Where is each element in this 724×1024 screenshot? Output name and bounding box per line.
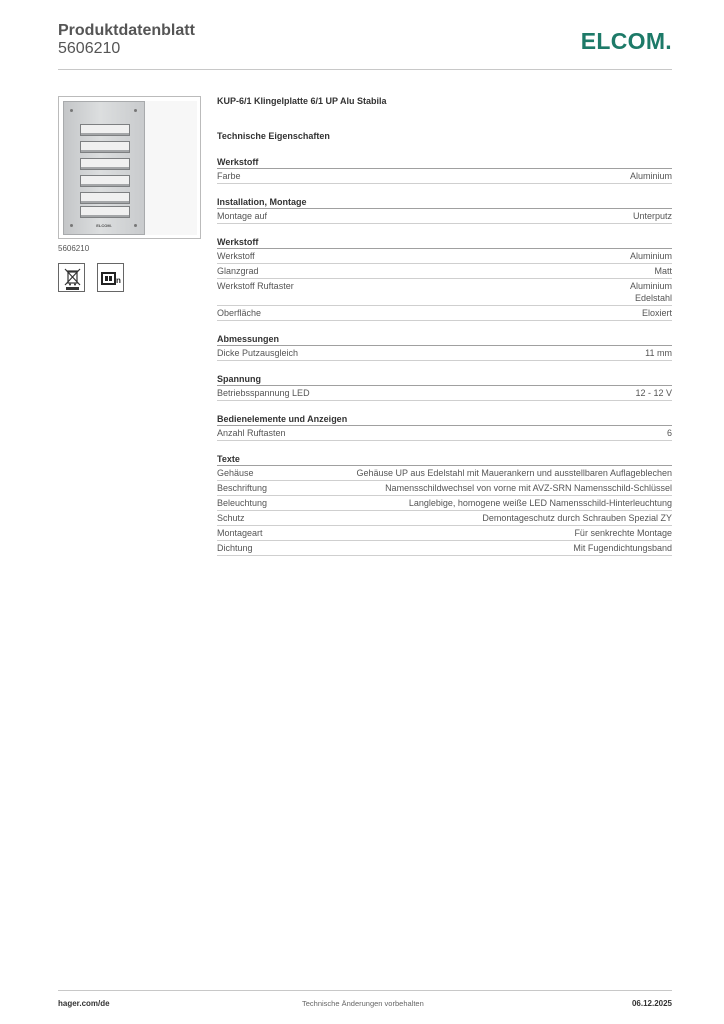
property-label: Oberfläche (217, 308, 262, 318)
property-group (217, 157, 672, 184)
property-group (217, 237, 672, 321)
property-row (217, 426, 672, 441)
property-label: Betriebsspannung LED (217, 388, 310, 398)
property-value: 6 (666, 428, 672, 438)
property-row (217, 264, 672, 279)
group-title: Werkstoff (217, 157, 672, 169)
property-label: Dicke Putzausgleich (217, 348, 299, 358)
group-title: Werkstoff (217, 237, 672, 249)
property-label: Beleuchtung (217, 498, 268, 508)
doorbell-plate-illustration (63, 101, 145, 235)
property-group (217, 334, 672, 361)
product-image (58, 96, 201, 239)
property-value: Matt (654, 266, 672, 276)
property-group (217, 454, 672, 556)
property-row (217, 496, 672, 511)
print-date: 06.12.2025 (631, 999, 672, 1008)
property-value (630, 280, 672, 304)
property-value: Gehäuse UP aus Edelstahl mit Mauerankern und ausstellbaren Auflageblechen (356, 468, 672, 478)
property-row (217, 511, 672, 526)
page-header (58, 20, 672, 70)
page-footer (58, 990, 672, 1014)
property-label: Werkstoff Ruftaster (217, 281, 294, 291)
module-icon-letter: n (116, 276, 121, 285)
name-slot (80, 192, 130, 204)
property-label: Anzahl Ruftasten (217, 428, 286, 438)
property-row (217, 386, 672, 401)
property-row (217, 169, 672, 184)
group-title: Abmessungen (217, 334, 672, 346)
property-row (217, 209, 672, 224)
group-title: Texte (217, 454, 672, 466)
plate-brand-label: ELCOM. (96, 223, 112, 228)
property-value: 12 - 12 V (635, 388, 672, 398)
website-link[interactable]: hager.com/de (58, 999, 110, 1008)
property-row (217, 249, 672, 264)
property-value: 11 mm (645, 348, 672, 358)
property-label: Montage auf (217, 211, 268, 221)
property-label: Farbe (217, 171, 241, 181)
property-value-line: Edelstahl (634, 293, 672, 303)
property-group (217, 374, 672, 401)
property-label: Beschriftung (217, 483, 268, 493)
group-title: Installation, Montage (217, 197, 672, 209)
group-title: Bedienelemente und Anzeigen (217, 414, 672, 426)
property-group (217, 197, 672, 224)
property-value: Für senkrechte Montage (574, 528, 672, 538)
image-caption: 5606210 (58, 244, 90, 253)
screw-icon (70, 109, 73, 112)
disclaimer-text: Technische Änderungen vorbehalten (302, 999, 424, 1008)
weee-bin-icon (58, 263, 85, 292)
section-heading: Technische Eigenschaften (217, 131, 330, 141)
property-value-line: Aluminium (629, 281, 672, 291)
screw-icon (134, 109, 137, 112)
product-title: KUP-6/1 Klingelplatte 6/1 UP Alu Stabila (217, 96, 387, 106)
property-label: Werkstoff (217, 251, 255, 261)
name-slot (80, 175, 130, 187)
property-value: Unterputz (632, 211, 672, 221)
name-slot (80, 124, 130, 136)
property-label: Montageart (217, 528, 263, 538)
property-value: Namensschildwechsel von vorne mit AVZ-SRN Namensschild-Schlüssel (385, 483, 672, 493)
property-row (217, 481, 672, 496)
property-value: Demontageschutz durch Schrauben Spezial ZY (482, 513, 672, 523)
property-value: Mit Fugendichtungsband (573, 543, 672, 553)
property-row (217, 279, 672, 306)
property-row (217, 526, 672, 541)
property-value: Aluminium (629, 251, 672, 261)
property-row (217, 346, 672, 361)
property-group (217, 414, 672, 441)
image-background (145, 101, 197, 235)
name-slot (80, 158, 130, 170)
property-label: Dichtung (217, 543, 253, 553)
group-title: Spannung (217, 374, 672, 386)
property-value: Eloxiert (641, 308, 672, 318)
property-value: Aluminium (629, 171, 672, 181)
article-number: 5606210 (58, 40, 121, 57)
property-row (217, 306, 672, 321)
module-icon (97, 263, 124, 292)
name-slot (80, 141, 130, 153)
property-row (217, 541, 672, 556)
property-label: Gehäuse (217, 468, 254, 478)
property-row (217, 466, 672, 481)
property-label: Glanzgrad (217, 266, 259, 276)
property-label: Schutz (217, 513, 245, 523)
name-slot (80, 206, 130, 218)
property-groups (217, 157, 672, 556)
document-title: Produktdatenblatt (58, 22, 195, 39)
property-value: Langlebige, homogene weiße LED Namensschild-Hinterleuchtung (408, 498, 672, 508)
elcom-logo: ELCOM. (580, 28, 672, 54)
